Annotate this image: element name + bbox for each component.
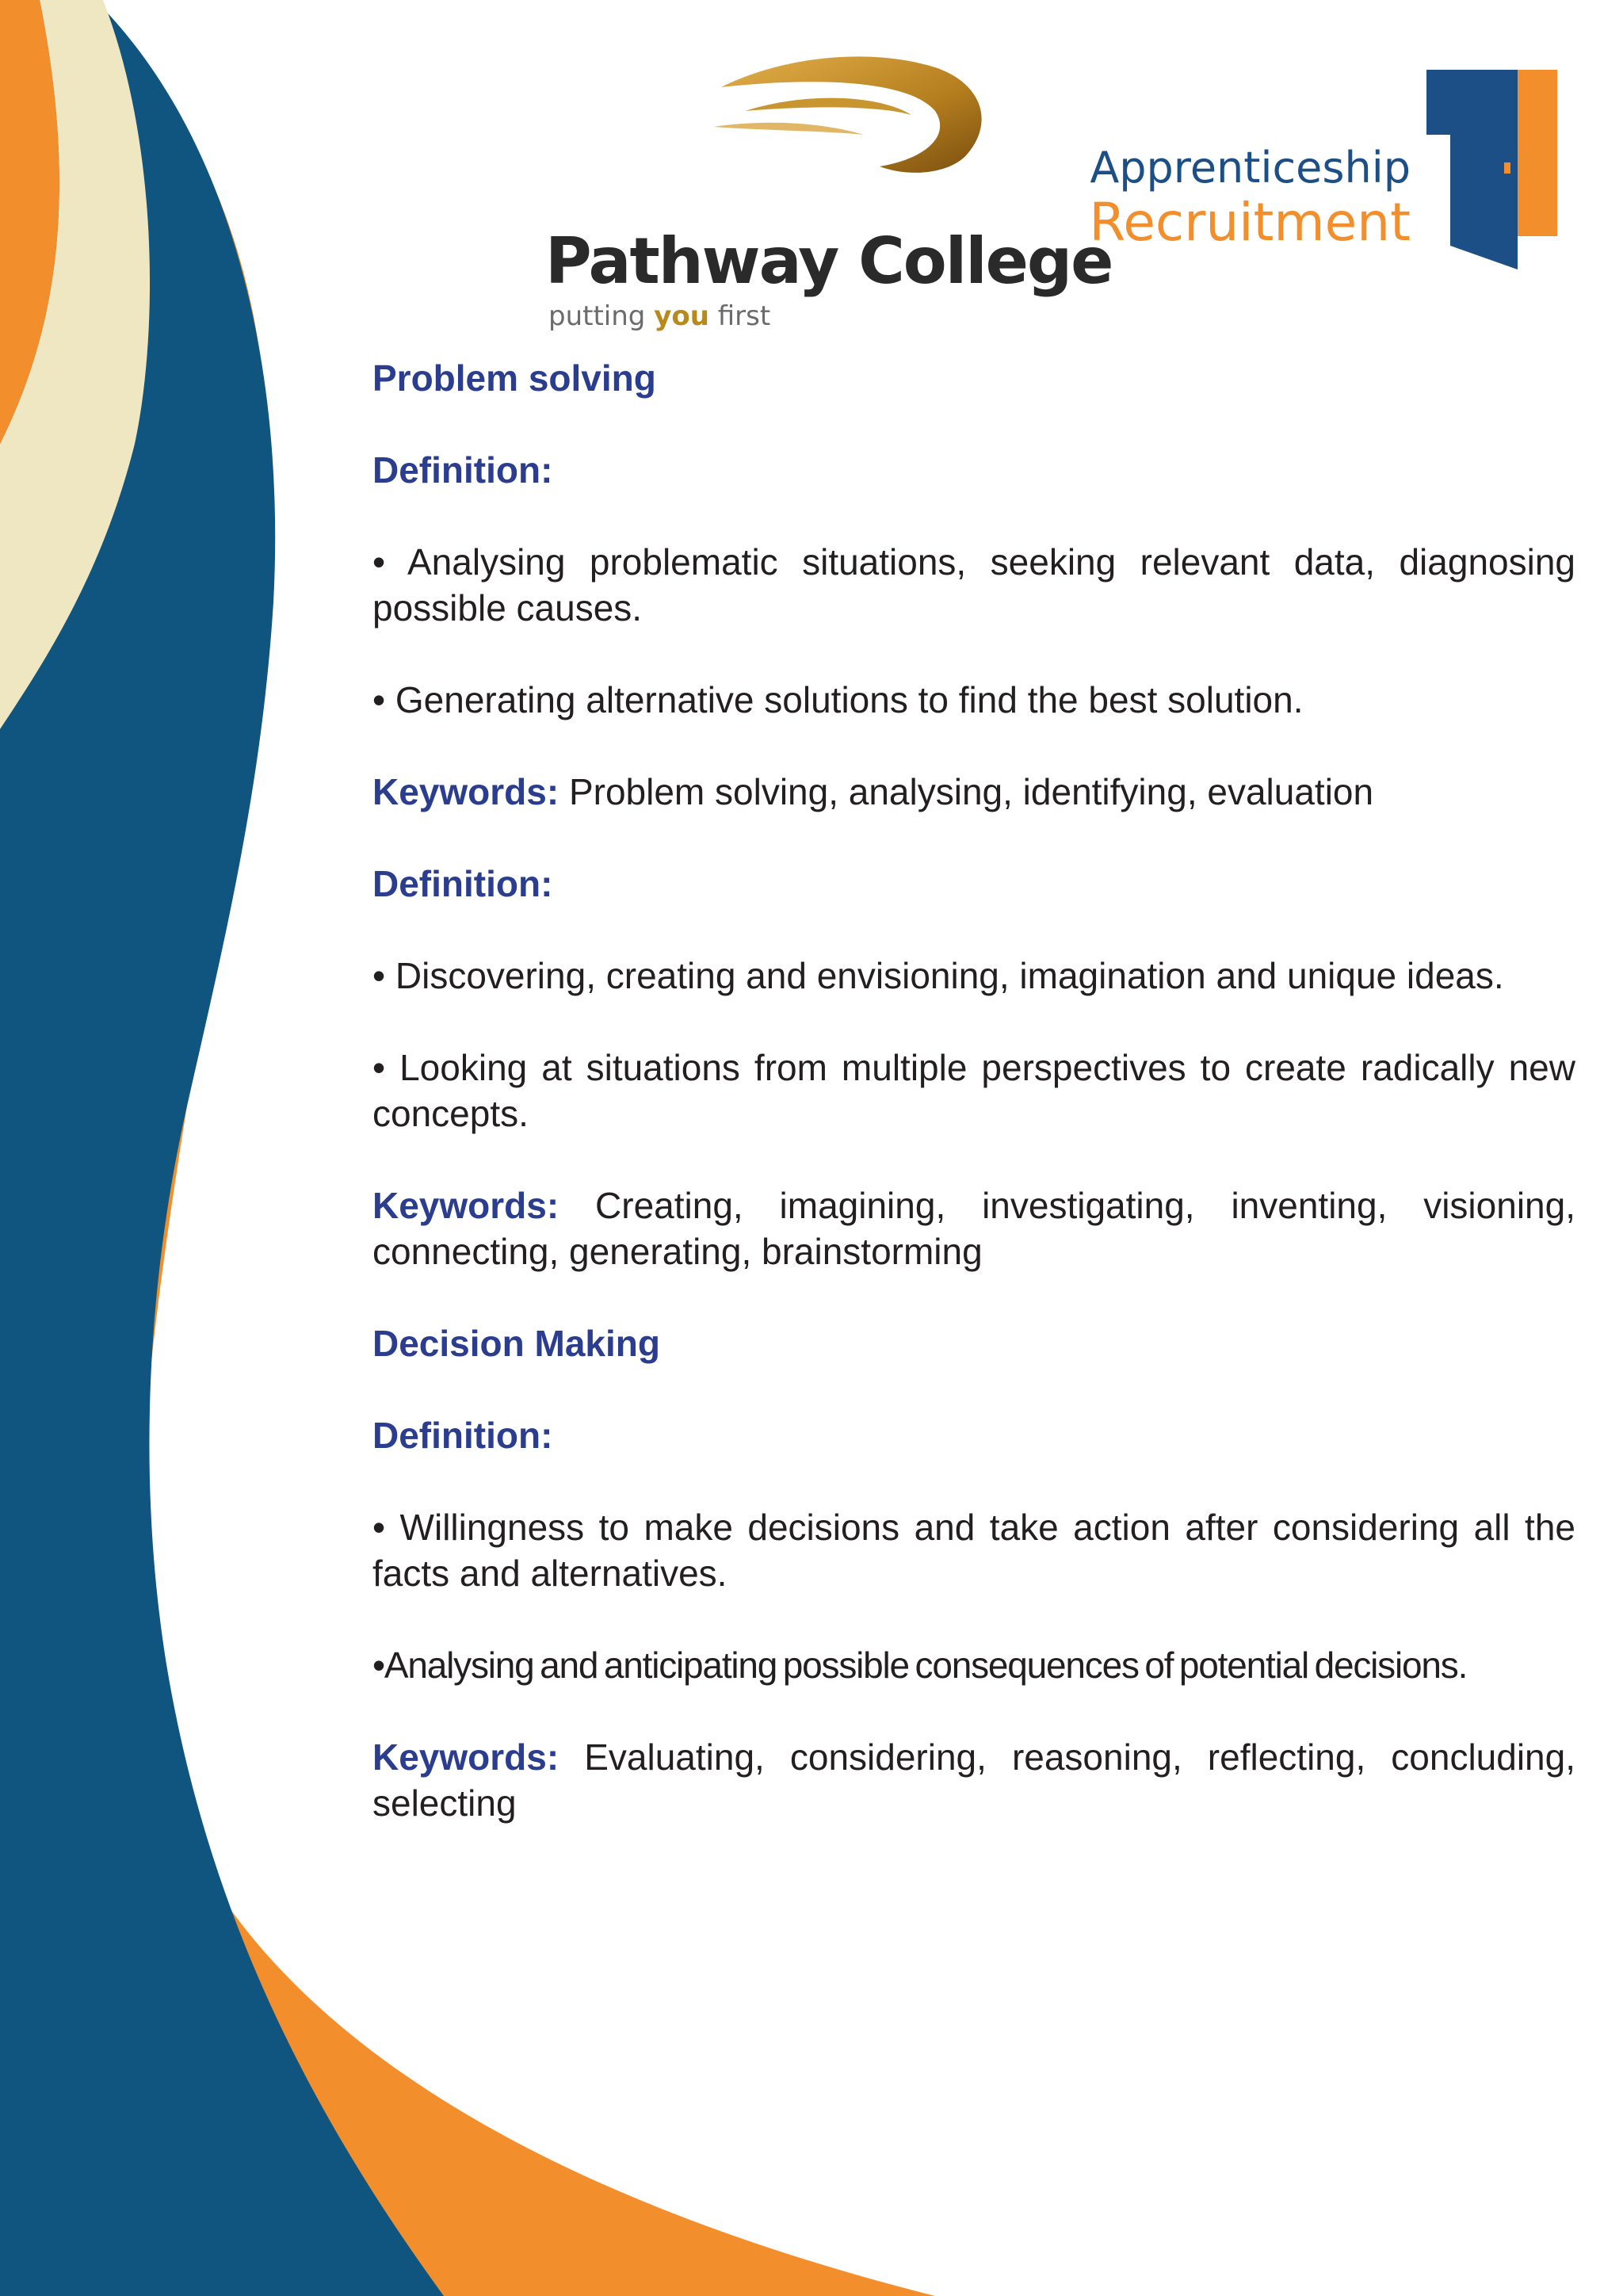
- keywords-line: [372, 1182, 1575, 1274]
- keywords-label: Keywords:: [372, 1736, 559, 1778]
- keywords-label: Keywords:: [372, 1185, 559, 1226]
- keywords-text: Creating, imagining, investigating, inventing, visioning, connecting, generating, brainstorming: [372, 1185, 1575, 1272]
- tagline-highlight: you: [654, 300, 709, 332]
- definition-bullet: • Discovering, creating and envisioning, imagination and unique ideas.: [372, 955, 1504, 996]
- definition-bullet: • Looking at situations from multiple perspectives to create radically new concepts.: [372, 1047, 1575, 1134]
- recruitment-text: Recruitment: [1089, 192, 1411, 253]
- document-content: [372, 355, 1575, 1872]
- door-icon: [1426, 63, 1561, 277]
- definition-bullet: • Analysing problematic situations, seeking relevant data, diagnosing possible causes.: [372, 541, 1575, 628]
- apprenticeship-recruitment-logo: [1062, 63, 1569, 285]
- pathway-tagline: [548, 300, 771, 332]
- definition-bullet: • Willingness to make decisions and take action after considering all the facts and alternatives.: [372, 1507, 1575, 1594]
- section-title-decision-making: Decision Making: [372, 1323, 660, 1364]
- definition-bullet: • Generating alternative solutions to find the best solution.: [372, 679, 1304, 720]
- pathway-college-logo: [539, 48, 1113, 332]
- definition-label: Definition:: [372, 449, 553, 491]
- keywords-label: Keywords:: [372, 771, 559, 812]
- keywords-text: Evaluating, considering, reasoning, reflecting, concluding, selecting: [372, 1736, 1575, 1824]
- apprenticeship-text: Apprenticeship: [1090, 143, 1411, 193]
- pathway-college-name: Pathway College: [545, 224, 1113, 298]
- keywords-text: Problem solving, analysing, identifying, evaluation: [559, 771, 1374, 812]
- keywords-line: [372, 769, 1575, 815]
- definition-label: Definition:: [372, 1415, 553, 1456]
- definition-label: Definition:: [372, 863, 553, 904]
- definition-bullet: •Analysing and anticipating possible consequences of potential decisions.: [372, 1645, 1468, 1686]
- section-title-problem-solving: Problem solving: [372, 357, 656, 399]
- tagline-part: first: [708, 300, 771, 332]
- tagline-part: putting: [548, 300, 655, 332]
- pathway-swoosh-icon: [713, 48, 999, 190]
- keywords-line: [372, 1734, 1575, 1826]
